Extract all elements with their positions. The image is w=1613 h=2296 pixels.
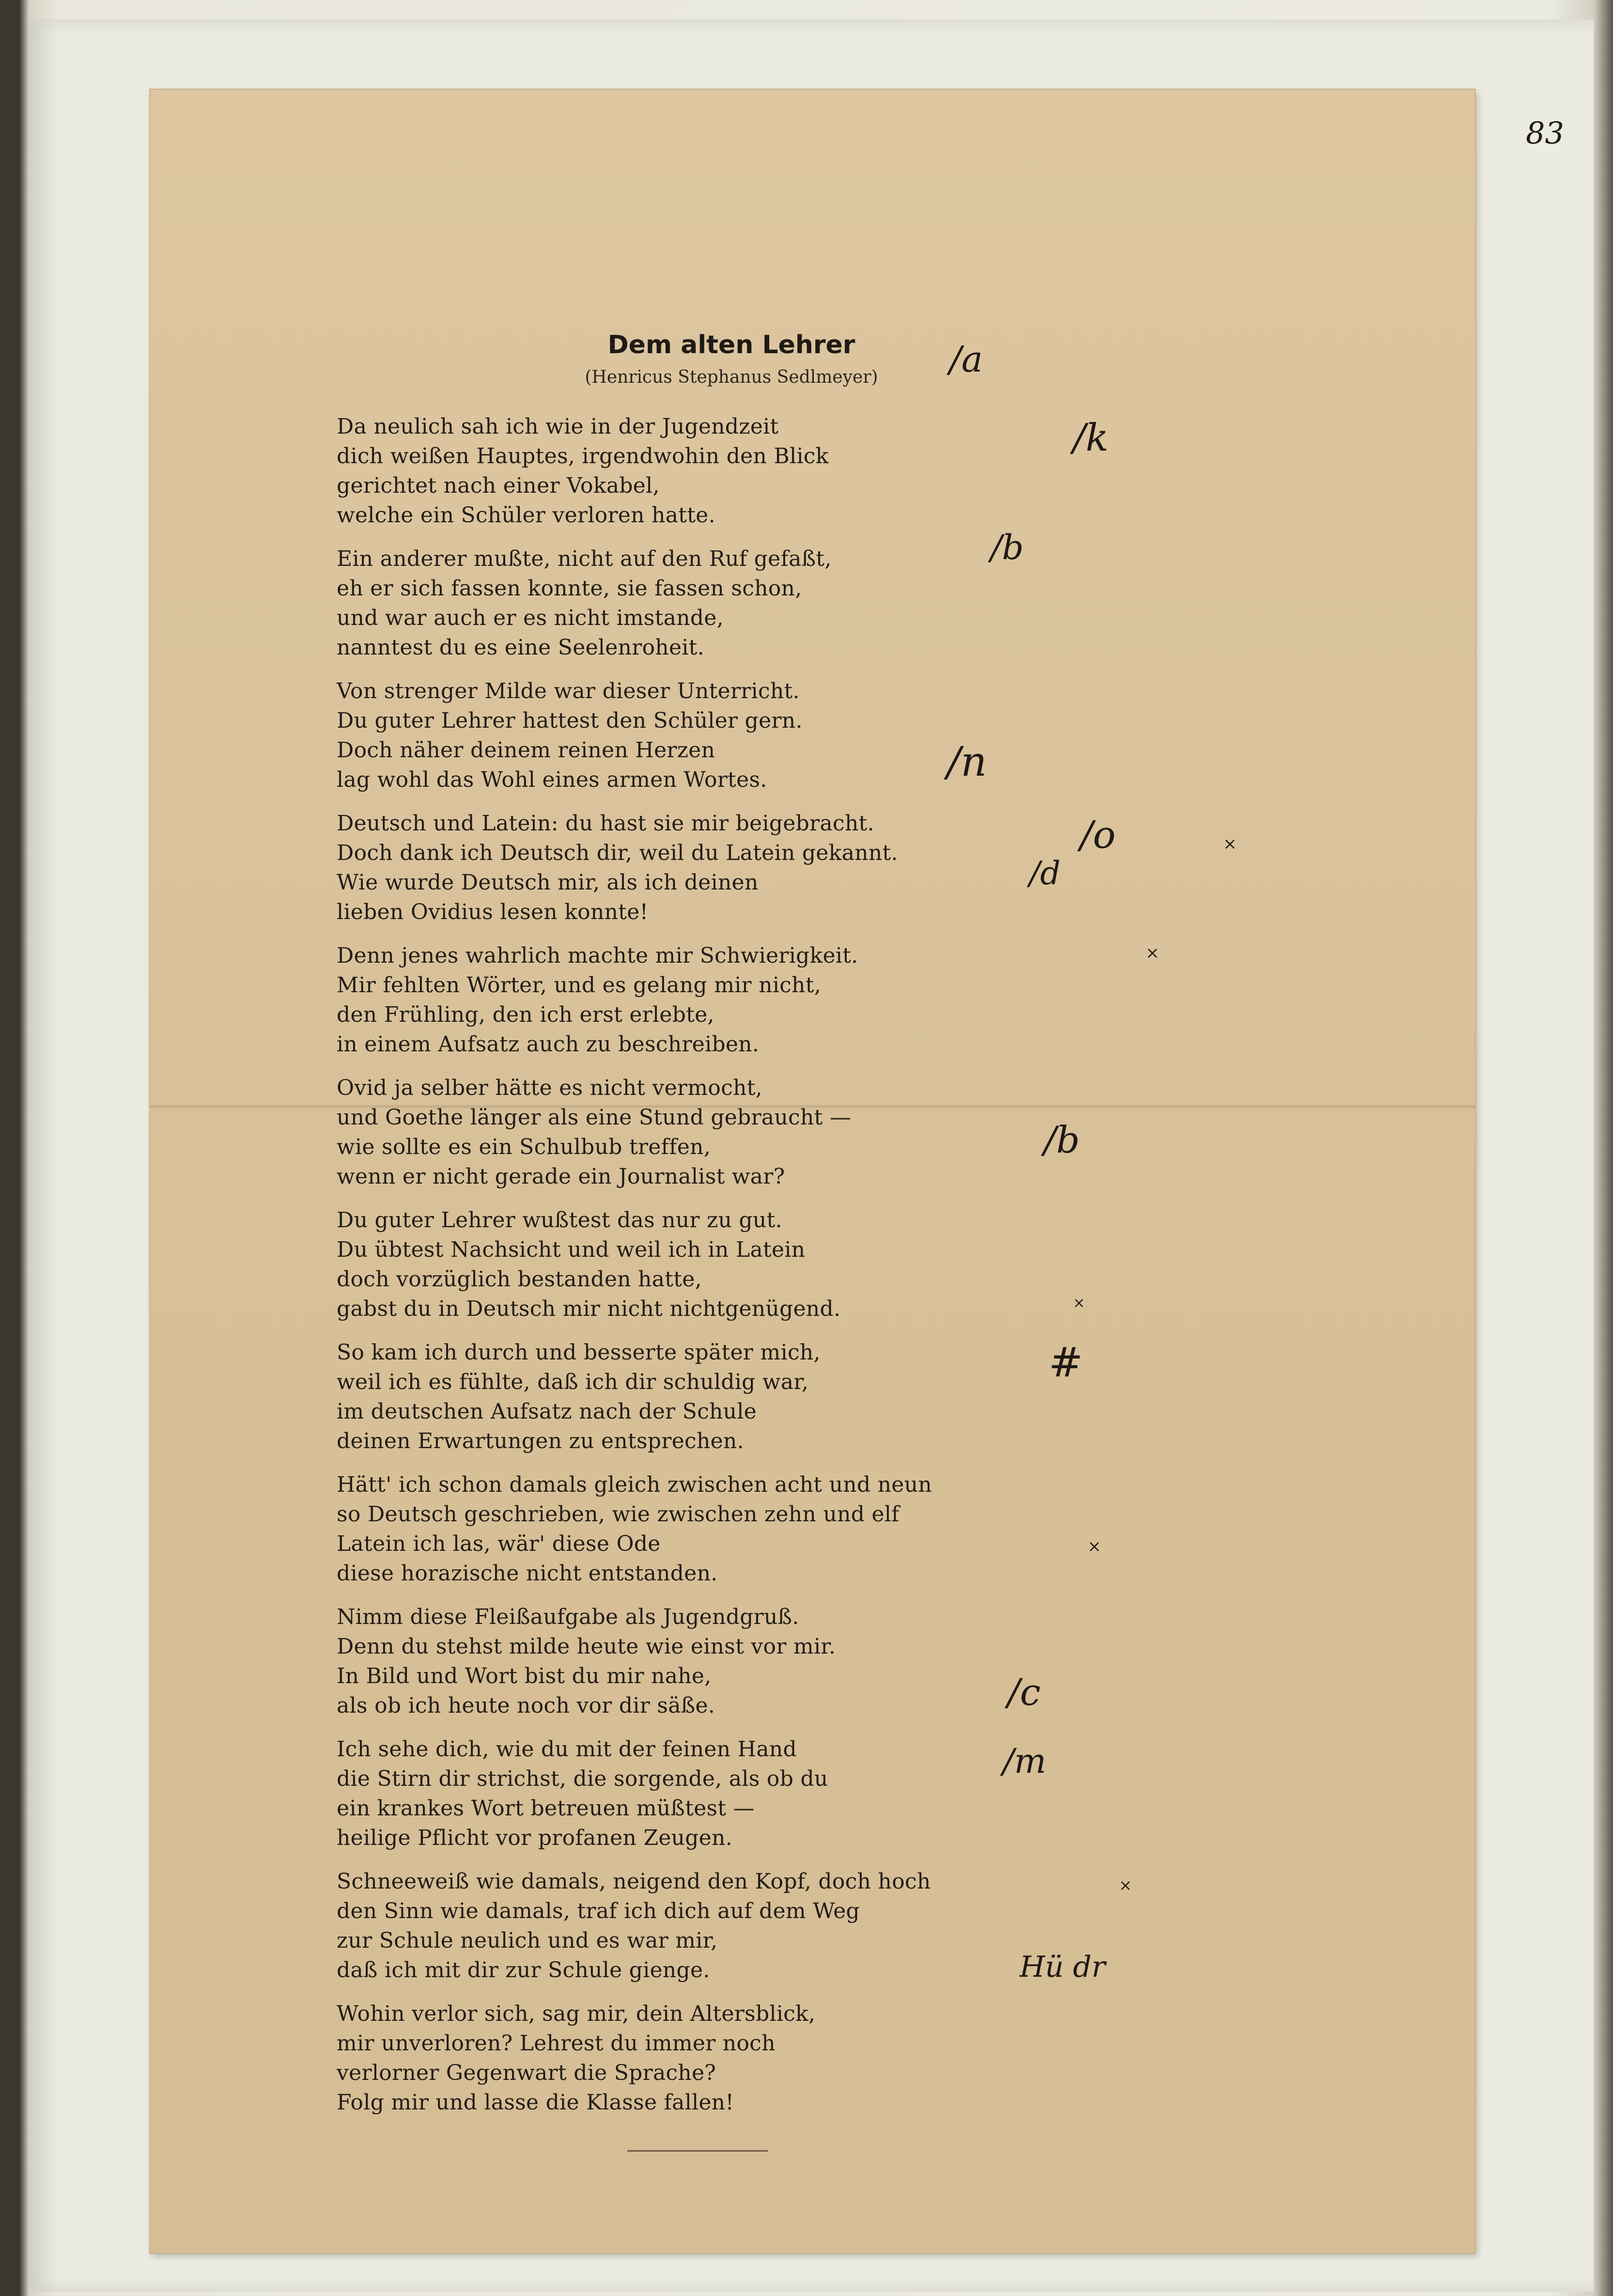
verse-line: Folg mir und lasse die Klasse fallen! (337, 2090, 734, 2115)
verse-line: Hätt' ich schon damals gleich zwischen acht und neun (337, 1472, 932, 1497)
annotation-6: /d (1029, 855, 1061, 892)
verse-line: verlorner Gegenwart die Sprache? (337, 2061, 716, 2085)
verse-line: und Goethe länger als eine Stund gebraucht — (337, 1105, 852, 1130)
document-sheet (150, 90, 1475, 2253)
verse-line: heilige Pflicht vor profanen Zeugen. (337, 1826, 733, 1850)
folio-number: 83 (1526, 115, 1564, 151)
verse-line: Von strenger Milde war dieser Unterricht. (337, 679, 800, 703)
stanza (337, 1338, 1257, 1456)
stanza (337, 1073, 1257, 1191)
poem-title: Dem alten Lehrer (607, 330, 855, 359)
verse-line: Nimm diese Fleißaufgabe als Jugendgruß. (337, 1605, 799, 1629)
verse-line: Latein ich las, wär' diese Ode (337, 1531, 661, 1556)
stanza (337, 1205, 1257, 1324)
stanza (337, 1470, 1257, 1588)
verse-line: lag wohl das Wohl eines armen Wortes. (337, 767, 767, 792)
verse-line: lieben Ovidius lesen konnte! (337, 900, 649, 924)
stanza (337, 1734, 1257, 1853)
verse-line: daß ich mit dir zur Schule gienge. (337, 1958, 710, 1983)
verse-line: Du guter Lehrer wußtest das nur zu gut. (337, 1208, 782, 1233)
verse-line: dich weißen Hauptes, irgendwohin den Blick (337, 444, 829, 469)
annotation-1: /a (949, 339, 983, 380)
verse-line: nanntest du es eine Seelenroheit. (337, 635, 704, 660)
annotation-9: /c (1008, 1671, 1041, 1714)
verse-line: Da neulich sah ich wie in der Jugendzeit (337, 414, 779, 439)
verse-line: Schneeweiß wie damals, neigend den Kopf, doch hoch (337, 1869, 931, 1894)
verse-line: Denn du stehst milde heute wie einst vor mir. (337, 1634, 836, 1659)
annotation-15: × (1087, 1537, 1101, 1556)
bottom-rule (627, 2150, 768, 2152)
verse-line: Deutsch und Latein: du hast sie mir beigebracht. (337, 811, 874, 836)
stanza (337, 941, 1257, 1059)
annotation-12: × (1223, 834, 1237, 854)
verse-line: die Stirn dir strichst, die sorgende, als ob du (337, 1766, 828, 1791)
verse-line: mir unverloren? Lehrest du immer noch (337, 2031, 775, 2056)
verse-line: eh er sich fassen konnte, sie fassen schon, (337, 576, 802, 601)
stanza (337, 1999, 1257, 2117)
annotation-4: /n (947, 738, 987, 785)
annotation-2: /k (1073, 416, 1109, 460)
verse-line: Ein anderer mußte, nicht auf den Ruf gefaßt, (337, 547, 832, 571)
verse-line: im deutschen Aufsatz nach der Schule (337, 1399, 757, 1424)
verse-line: So kam ich durch und besserte später mich, (337, 1340, 821, 1365)
verse-line: Wie wurde Deutsch mir, als ich deinen (337, 870, 759, 895)
stanza (337, 412, 1257, 530)
verse-line: in einem Aufsatz auch zu beschreiben. (337, 1032, 760, 1057)
verse-line: Mir fehlten Wörter, und es gelang mir nicht, (337, 973, 822, 998)
verse-line: den Sinn wie damals, traf ich dich auf dem Weg (337, 1899, 860, 1923)
stanza (337, 676, 1257, 795)
verse-line: so Deutsch geschrieben, wie zwischen zehn und elf (337, 1502, 900, 1527)
verse-line: doch vorzüglich bestanden hatte, (337, 1267, 702, 1292)
stanza (337, 544, 1257, 662)
annotation-13: × (1146, 943, 1160, 963)
verse-line: den Frühling, den ich erst erlebte, (337, 1002, 714, 1027)
verse-line: welche ein Schüler verloren hatte. (337, 503, 715, 528)
verse-line: gerichtet nach einer Vokabel, (337, 473, 660, 498)
stanza (337, 1602, 1257, 1720)
verse-line: wie sollte es ein Schulbub treffen, (337, 1135, 711, 1159)
verse-line: ein krankes Wort betreuen müßtest — (337, 1796, 755, 1821)
verse-line: Du übtest Nachsicht und weil ich in Latein (337, 1237, 806, 1262)
verse-line: und war auch er es nicht imstande, (337, 606, 724, 630)
verse-line: Denn jenes wahrlich machte mir Schwierigkeit. (337, 943, 858, 968)
verse-line: diese horazische nicht entstanden. (337, 1561, 718, 1586)
verse-line: weil ich es fühlte, daß ich dir schuldig war, (337, 1370, 809, 1394)
poem-subtitle: (Henricus Stephanus Sedlmeyer) (585, 367, 878, 387)
annotation-16: × (1119, 1876, 1132, 1894)
verse-line: als ob ich heute noch vor dir säße. (337, 1693, 715, 1718)
annotation-14: × (1073, 1295, 1086, 1312)
annotation-11: Hü dr (1020, 1950, 1106, 1984)
verse-line: Du guter Lehrer hattest den Schüler gern. (337, 708, 803, 733)
annotation-5: /o (1080, 813, 1116, 857)
verse-line: Doch dank ich Deutsch dir, weil du Latein gekannt. (337, 841, 898, 865)
verse-line: gabst du in Deutsch mir nicht nichtgenügend. (337, 1296, 841, 1321)
annotation-10: /m (1003, 1741, 1046, 1781)
annotation-8: # (1049, 1339, 1083, 1386)
stanza (337, 809, 1257, 927)
verse-line: zur Schule neulich und es war mir, (337, 1928, 718, 1953)
verse-line: Doch näher deinem reinen Herzen (337, 738, 715, 763)
poem-body (337, 412, 1257, 2131)
annotation-3: /b (991, 528, 1024, 567)
verse-line: In Bild und Wort bist du mir nahe, (337, 1664, 712, 1688)
verse-line: wenn er nicht gerade ein Journalist war? (337, 1164, 785, 1189)
verse-line: Ovid ja selber hätte es nicht vermocht, (337, 1076, 763, 1100)
verse-line: Wohin verlor sich, sag mir, dein Altersblick, (337, 2001, 816, 2026)
verse-line: deinen Erwartungen zu entsprechen. (337, 1429, 744, 1453)
annotation-7: /b (1044, 1118, 1080, 1161)
verse-line: Ich sehe dich, wie du mit der feinen Hand (337, 1737, 797, 1762)
